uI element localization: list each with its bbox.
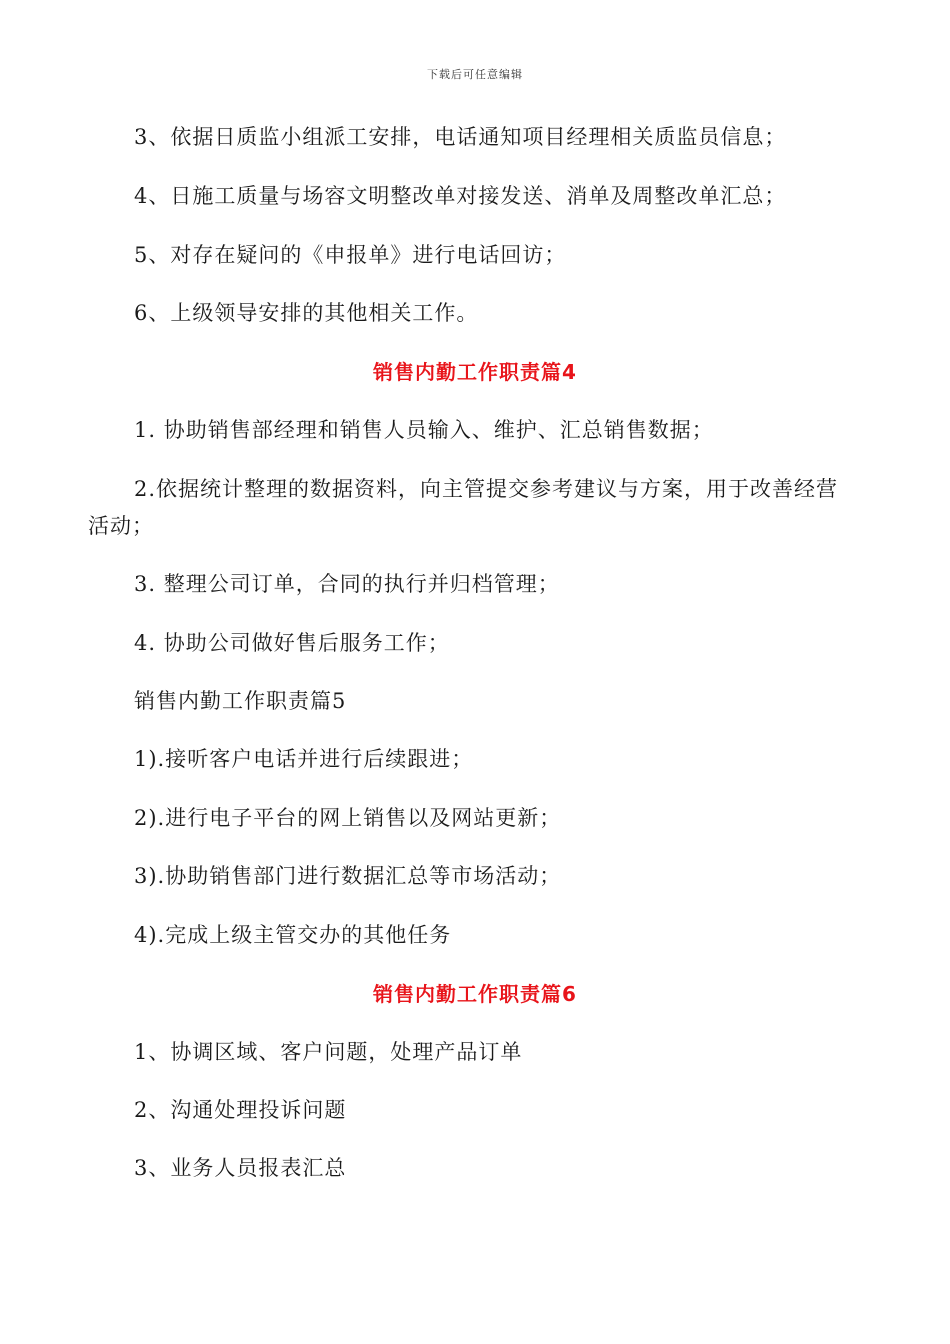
list-item: 3. 整理公司订单，合同的执行并归档管理； [134, 572, 560, 596]
list-item: 4、日施工质量与场容文明整改单对接发送、消单及周整改单汇总； [134, 184, 787, 208]
list-item: 1. 协助销售部经理和销售人员输入、维护、汇总销售数据； [134, 418, 714, 442]
list-item: 1).接听客户电话并进行后续跟进； [134, 747, 474, 771]
page-header: 下载后可任意编辑 [427, 68, 523, 81]
list-item: 2、沟通处理投诉问题 [134, 1098, 347, 1122]
list-item: 2).进行电子平台的网上销售以及网站更新； [134, 806, 562, 830]
list-item: 3、业务人员报表汇总 [134, 1156, 347, 1180]
section-heading-plain: 销售内勤工作职责篇5 [134, 689, 347, 713]
list-item: 1、协调区域、客户问题，处理产品订单 [134, 1040, 523, 1064]
list-item: 6、上级领导安排的其他相关工作。 [134, 301, 479, 325]
section-heading: 销售内勤工作职责篇4 [373, 360, 577, 384]
list-item: 3、依据日质监小组派工安排，电话通知项目经理相关质监员信息； [134, 125, 787, 149]
list-item: 2.依据统计整理的数据资料，向主管提交参考建议与方案，用于改善经营 [134, 477, 839, 501]
list-item: 3).协助销售部门进行数据汇总等市场活动； [134, 864, 562, 888]
list-item: 5、对存在疑问的《申报单》进行电话回访； [134, 243, 567, 267]
section-heading: 销售内勤工作职责篇6 [373, 982, 577, 1006]
list-item: 4).完成上级主管交办的其他任务 [134, 923, 452, 947]
list-item-continuation: 活动； [88, 514, 154, 538]
list-item: 4. 协助公司做好售后服务工作； [134, 631, 450, 655]
